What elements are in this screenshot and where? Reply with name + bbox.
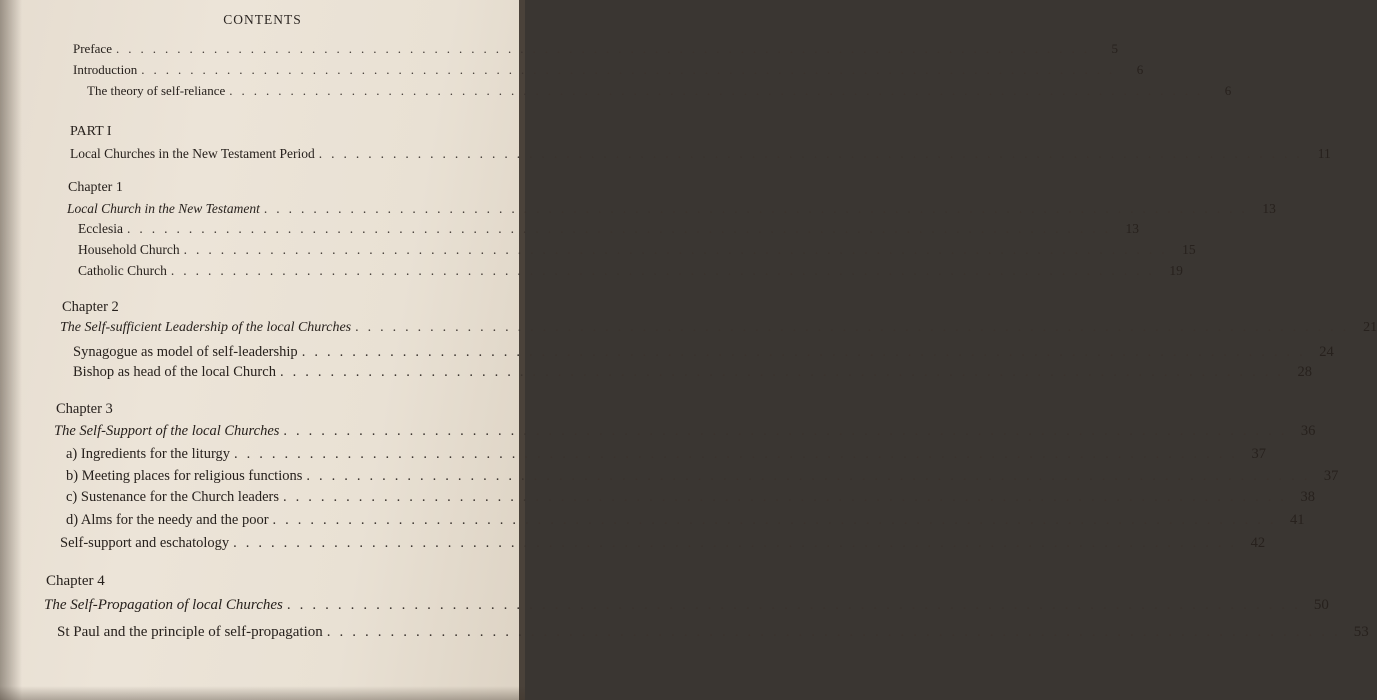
dot-leader: ................................................................................ [326,624,1347,640]
toc-entry-page-number: 37 [1251,446,1267,462]
section-heading: Chapter 4 [46,573,105,589]
toc-entry [54,422,1316,440]
toc-entry-title: Local Churches in the New Testament Period [70,146,315,161]
section-heading: Chapter 1 [68,180,123,195]
toc-entry-page-number: 5 [1111,41,1118,56]
toc-entry-page-number: 11 [1317,146,1331,161]
toc-entry-title: Preface [73,41,112,56]
toc-entry-page-number: 50 [1313,597,1329,613]
dot-leader: ................................................................................ [229,83,1210,98]
toc-entry-page-number: 13 [1262,201,1276,216]
toc-entry-page-number: 13 [1125,221,1139,236]
toc-entry-title: Bishop as head of the local Church [73,364,276,380]
toc-entry-page-number: 28 [1297,364,1312,380]
toc-entry [78,220,1139,238]
dot-leader: ................................................................................ [279,364,1290,380]
dot-leader: ................................................................................ [286,597,1307,613]
toc-entry-title: Catholic Church [78,263,167,278]
toc-entry-page-number: 24 [1319,344,1334,360]
toc-entry [66,467,1339,485]
toc-entry [73,40,1118,58]
toc-entry-title: The Self-Propagation of local Churches [44,597,283,613]
toc-entry-page-number: 53 [1353,624,1369,640]
page-title: CONTENTS [223,12,302,27]
toc-entry [67,200,1276,218]
toc-entry [60,319,1377,337]
toc-entry [73,61,1144,79]
toc-entry-title: The Self-sufficient Leadership of the local Churches [60,320,352,335]
toc-entry-title: a) Ingredients for the liturgy [66,446,231,462]
toc-entry-title: Ecclesia [78,221,123,236]
toc-entry-page-number: 21 [1363,320,1377,335]
toc-entry-page-number: 36 [1300,423,1316,439]
section-heading: Chapter 3 [56,401,113,417]
toc-entry-title: d) Alms for the needy and the poor [66,512,269,528]
dot-leader: ................................................................................ [282,489,1293,505]
toc-entry [70,145,1331,163]
toc-entry-page-number: 41 [1290,512,1305,528]
toc-entry-page-number: 19 [1169,263,1183,278]
toc-entry [60,534,1266,552]
dot-leader: ................................................................................ [283,423,1294,439]
toc-entry-title: b) Meeting places for religious functions [66,468,303,484]
toc-entry-page-number: 6 [1224,83,1232,98]
toc-entry-title: The theory of self-reliance [87,83,226,98]
toc-entry [73,363,1312,381]
dot-leader: ................................................................................ [263,201,1254,216]
toc-entry [87,82,1232,100]
section-heading: Chapter 2 [62,299,119,315]
toc-entry-page-number: 6 [1136,62,1144,77]
dot-leader: ................................................................................ [272,512,1283,528]
toc-entry-title: Local Church in the New Testament [67,201,260,216]
toc-entry-title: Self-support and eschatology [60,535,230,551]
dot-leader: ................................................................................ [233,535,1244,551]
dot-leader: ................................................................................ [355,320,1356,335]
dot-leader: ................................................................................ [126,221,1117,236]
dot-leader: ................................................................................ [306,468,1317,484]
section-heading: PART I [70,124,112,139]
toc-entry-title: The Self-Support of the local Churches [54,423,280,439]
toc-entry-title: Household Church [78,242,180,257]
toc-entry [66,511,1305,529]
dot-leader: ................................................................................ [141,62,1122,77]
toc-entry [66,445,1267,463]
dot-leader: ................................................................................ [183,242,1174,257]
toc-entry-page-number: 37 [1323,468,1339,484]
toc-entry-title: Introduction [73,62,138,77]
toc-entry [73,343,1334,361]
toc-entry-page-number: 42 [1250,535,1266,551]
dot-leader: ................................................................................ [301,344,1312,360]
dot-leader: ................................................................................ [318,146,1309,161]
toc-entry-page-number: 38 [1300,489,1315,505]
toc-entry [66,488,1315,506]
dot-leader: ................................................................................ [115,41,1096,56]
dot-leader: ................................................................................ [234,446,1245,462]
toc-entry [78,262,1183,280]
toc-entry-title: Synagogue as model of self-leadership [73,344,298,360]
toc-entry-title: St Paul and the principle of self-propagation [57,624,323,640]
toc-entry-title: c) Sustenance for the Church leaders [66,489,279,505]
toc-entry [57,623,1369,641]
toc-entry [78,241,1196,259]
toc-entry-page-number: 15 [1182,242,1196,257]
toc-entry [44,596,1329,614]
dot-leader: ................................................................................ [170,263,1161,278]
